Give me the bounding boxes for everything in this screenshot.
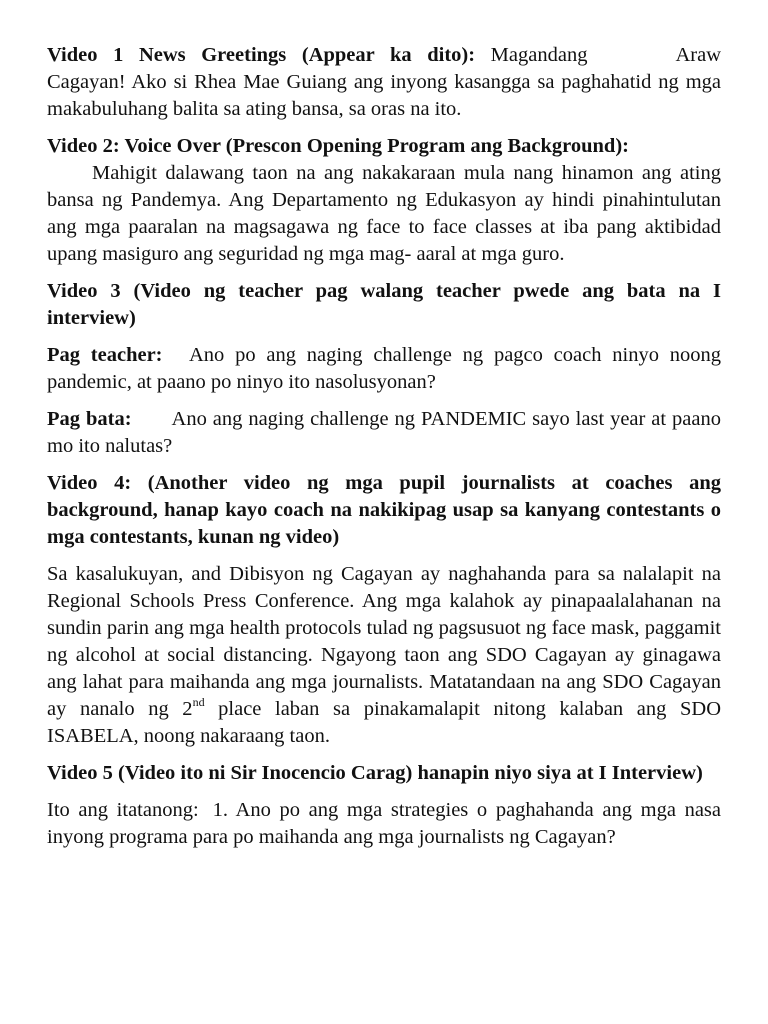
video-4-heading: Video 4: (Another video ng mga pupil journalists at coaches ang background, hanap kayo coach na nakikipag usap sa kanyang contestants o mga contestants, kunan ng video) bbox=[47, 472, 721, 548]
video-5-lead: Ito ang itatanong: bbox=[47, 799, 199, 821]
video-1-text-start: Magandang bbox=[475, 44, 588, 66]
teacher-label: Pag teacher: bbox=[47, 344, 163, 366]
student-label: Pag bata: bbox=[47, 408, 132, 430]
video-4-text-end: place laban sa pinakamalapit nitong kalaban ang SDO ISABELA, noong nakaraang taon. bbox=[47, 698, 721, 747]
document-page bbox=[47, 42, 721, 861]
video-2-text: Mahigit dalawang taon na ang nakakaraan mula nang hinamon ang ating bansa ng Pandemya. Ang Departamento ng Edukasyon ay hindi pinahintulutan ang mga paaralan na magsagawa ng face to face classes at iba pang aktibidad upang masiguro ang seguridad ng mga mag- aaral at mga guro. bbox=[47, 162, 721, 265]
video-1-text: Araw Cagayan! Ako si Rhea Mae Guiang ang inyong kasangga sa paghahatid ng mga makabuluhang balita sa ating bansa, sa oras na ito. bbox=[47, 44, 722, 120]
video-3-heading: Video 3 (Video ng teacher pag walang teacher pwede ang bata na I interview) bbox=[47, 280, 721, 329]
student-question: Ano ang naging challenge ng PANDEMIC sayo last year at paano mo ito nalutas? bbox=[47, 408, 721, 457]
video-5-heading: Video 5 (Video ito ni Sir Inocencio Carag) hanapin niyo siya at I Interview) bbox=[47, 762, 703, 784]
video-1-heading: Video 1 News Greetings (Appear ka dito): bbox=[47, 44, 476, 66]
video-2-heading: Video 2: Voice Over (Prescon Opening Program ang Background): bbox=[47, 135, 629, 157]
video-1-paragraph bbox=[47, 42, 721, 123]
video-5-paragraph bbox=[47, 797, 721, 851]
teacher-question-paragraph bbox=[47, 342, 721, 396]
video-4-text: Sa kasalukuyan, and Dibisyon ng Cagayan ay naghahanda para sa nalalapit na Regional Schools Press Conference. Ang mga kalahok ay pinapaalalahanan na sundin parin ang mga health protocols tulad ng pagsusuot ng face mask, paggamit ng alcohol at social distancing. Ngayong taon ang SDO Cagayan ay ginagawa ang lahat para maihanda ang mga journalists. Matatandaan na ang SDO Cagayan ay nanalo ng 2 bbox=[47, 563, 721, 720]
video-2-paragraph bbox=[47, 133, 721, 268]
student-question-paragraph bbox=[47, 406, 721, 460]
video-4-paragraph bbox=[47, 561, 721, 750]
video-5-question: 1. Ano po ang mga strategies o paghahanda ang mga nasa inyong programa para po maihanda ang mga journalists ng Cagayan? bbox=[47, 799, 721, 848]
ordinal-suffix: nd bbox=[192, 695, 205, 709]
teacher-question: Ano po ang naging challenge ng pagco coach ninyo noong pandemic, at paano po ninyo ito nasolusyonan? bbox=[47, 344, 721, 393]
